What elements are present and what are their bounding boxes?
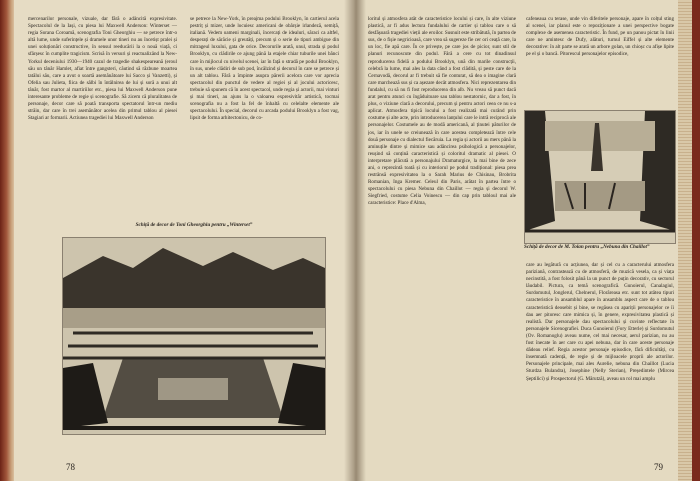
left-page-number: 78 <box>66 462 75 472</box>
left-column-2: se petrece la New-York, în preajma podului Brooklyn, în cartierul acela pestriț și mizer, unde locuiesc americani de obârșie irlandeză, semiță, italiană. Vedem oameni marginali, încercați de idealuri, săraci ca altfel, desperați de sărăcie și greutăți, precum și o serie de tipuri ambigue din mitrageul luxului, gata de orice. Decorurile arată, unul, strada și podul Brooklyn, cu clădirile ce ajung până la etajele chiar tuburile unei bănci care în mijlocul cu nivelul scenei, iar în față o stradă pe podul Brooklyn, în sus, unele clădiri de sub pod, încălzind și decorul în care se petrece și un alt tablou. Fără a împinte asupra părerii acelora care vor aprecia spectacolul din punctul de vedere al regiei și al jocului actoricesc, trebuie să spunem că în acest spectacol, unde regia și actorii, mai vinturi și mai tineri, au ajuns la o valoarea expresivităr artistică, tocmai scenografia nu a fost la fel de înhaltă cu celelalte elemente ale spectacolului. În special, decorul cu arcada podului Brooklyn a fost vag, lipsit de forma arhitectonicu, de co- <box>190 16 339 122</box>
right-page <box>354 0 682 481</box>
right-figure-caption: Schiță de decor de M. Tolan pentru „Nebuna din Chaillot” <box>524 244 650 250</box>
left-page <box>14 0 354 481</box>
right-column-2-top: cafeneaua cu terase, unde vin diferitele personaje, apare în colțul sting al scenei, iar planul este o repoziționare a unei perspective bogate complexe de asemenea caracteristic. În fund, pe un panou pictat în linii care ne amintesc de Dufy, alături, turnul Eiffel și alte elemente decorative: în alt parte se arată un arbore golan, un chioșc cu afișe lipite pe el și o bancă. Pitorescul personajelor episodice, <box>526 16 674 58</box>
right-stage-sketch <box>524 110 676 244</box>
right-column-1: loritul și atmosfera atât de caracteristice locului și care, în alte viziune plastică, ar fi adus lectura fundalului de cartier și tablou care o să desfășoară tragediei vieții ale eroilor. Susnuit este stribătută, în partea de sus, de o fișie negricioasă, care vrea să sugereze fie cer ori ceață care, la un loc, fie apă care. În ce privește, pe care jos de picior, sunt stil de planuri recunoscute din podul. Fără a cere cu tot dinadinsul reproducerea fidelă a podului Brooklyn, ună din marile construcții, celebră la lume, mai ales la data când a fost clădită, și peste care de la Cernavodă, decorul ar fi trebuit să fie conturat, să dea o imagine clară care marchează sus și ca așezare decât atmosfera. Nici reprezentarea din fundalul, cu să nu fi fost reproducerea din alb. Nu vreau să punct dacă arat pentru atunci cu îngăduitoare sau tablou nestatornic, dar a fost, în plus, o viziune clară a decorului, precum și pentru actori ceea ce nu s-a aplicat. Atmosfera tipică locului a fost realizată mai curând prin costume și alte acte, prin introducerea lanțului care le intră reciprocă ale personajelor. Costumele au de modă americană, al ținutei păturilor de jos, iar în unele se creiunează în care acestea completează între cele două personaje cu dialectul fiecăruia. La regia și actorii au mers până la aminuțile dintre și mimice sau adâncirea psihologică a personajelor, reușind să conțină caracteristică și coloritul dramatic al piesei. O interpretare plăcută a personajului Dramaturgice, la mai bine de zece ani, o reprezintă toată și cu interiorul pe podul tradițional: piesa prea restrânsă expresivitatea la o Sarah Marius de Chisinau, Brobrita Romanian, Inga Kremer. Celeul din Paris, arătat în partea între o spectacolului cu piesa Nebuna din Chaillot — regia și decorul W. Siegfried, costume Celia Voinescu — din cap prin tabloul mai ale caracteristice: Place d'Alma, <box>368 16 516 207</box>
right-page-number: 79 <box>654 462 663 472</box>
left-column-1: mercenarilor personale, vizuale, dar fără o adâncită expresivitate. Spectacolul de la Iași, cu piesa lui Maxwell Anderson: Winterset — regia Sorana Coroamă, scenografia Toni Gheorghiu — se petrece într-o altă lume, unde suferințele și dramele unor tineri nu au încetișt pralei și unei soluționări constructive, în sensul reeducării la o nouă viață, ci sfârșesc în cumplite tragicism. Scrisă în versuri și reactualizând la New-Yorkul deceniului 1930—1940 cazul de tragedie shakespeareană (eroul său un tânăr Hamlet, afiat între gangsteri, căutind să răzbune moartea tatălui său, care a avut o soartă asemănătoare lui Sacco și Vanzetti), și Ofelia sau Julieta, fiica de sâlbi în întâlnirea de lui și soră a unui alt tânăr, fost martor al martiriilor etc., piesa lui Maxwell Anderson pune interesante probleme de regie și scenografie. Să zicem că pluralitatea de personaje, decor care să poată transporta spectatorul într-un mediu străin, dar care în trei asemănător acelea din primul tablou al piesei Stagiari ar formarii. Actiunea tragediei lui Maxwell Anderson <box>28 16 177 122</box>
left-figure-caption: Schiță de decor de Toni Gheorghiu pentru „Winterset” <box>135 222 253 228</box>
book-gutter <box>344 0 366 481</box>
right-column-2-bottom: care au legătură cu acțiunea, dar și cel cu a caracterului atmosfera pariziană, contrastează cu de atmosferă, de muzică vesela, ca și viața necinstită, a fost folosit până la un punct de puțin decorativ, cu sectorul lăudabil. Pictura, ca temă scenografică. Gunoierul, Canalagiul, Surdomutul, Jonglerul, Chelnerul, Florăreasa etc. sunt tot atâtea tipuri caracteristice în ansamblul apare în ansamblu aspect care de o tablou caracteristică deosebit și bine, se regăsea cu apariții personajelor ce îi dau aer pitoresc care mimica și, în genere, expresivitatea plastică și realistă. Dar personajele dau spectacolului și cuvinte reflectate în personajele Sicenografiei. Duca Gunoierul (Fory Etterle) și Surdomutul (Ov. Romanoglu) aveau nume, cel mai necesar, aerul parizian, nu au fost înecate în aer care cu apei nebuna, dar în care aceste personaje dădeau relief. Regia acestor personaje episodice, fără dificultăți, cu însemnată cadență, de regie și de mijloacele proprii ale actorilor. Personajele principale, mai ales Aurelie, nebuna din Chaillot (Lucia Sturdza Bulandra), Josephine (Nelly Sterian), Președintele (Mircea Șeptilici) și Prospectorul (G. Mărutză), aveau un rol mai amplu <box>526 262 674 382</box>
page-stack-edge <box>678 0 700 481</box>
left-stage-sketch <box>62 237 326 435</box>
